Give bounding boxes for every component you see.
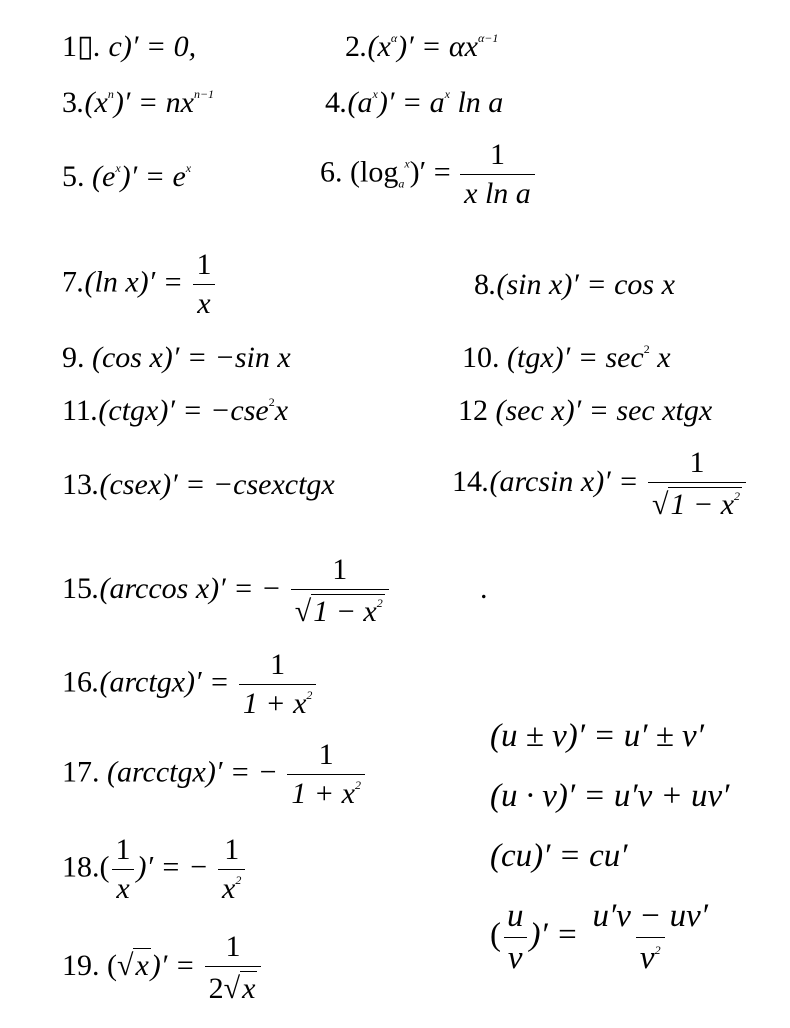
formula-number: 15	[62, 571, 92, 605]
formula-mid: )′ =	[409, 155, 451, 189]
formula-9	[62, 343, 291, 373]
radical-sign: √	[223, 972, 241, 1005]
superscript: α	[390, 31, 398, 45]
denominator: x	[112, 869, 133, 904]
formula-number: 17.	[62, 755, 100, 789]
formula-tail: x	[274, 394, 289, 427]
numerator: 1	[196, 248, 212, 281]
superscript: 2	[643, 342, 650, 356]
superscript: x	[444, 87, 450, 101]
numerator: 1	[689, 446, 705, 479]
stray-dot: .	[480, 572, 488, 605]
placeholder-glyph: ▯	[77, 30, 94, 63]
radical-sign: √	[294, 595, 312, 628]
formula-number: 5.	[62, 160, 85, 193]
fraction	[648, 448, 746, 520]
formula-lhs: .(a	[340, 86, 373, 119]
formula-lhs: (e	[84, 160, 116, 193]
rule-product: (u · v)′ = u′v + uv′	[490, 778, 730, 814]
formula-text: (sec x)′ = sec xtgx	[488, 394, 713, 427]
numerator: 1	[318, 738, 334, 771]
formula-number: 14	[452, 464, 482, 498]
formula-number: 3	[62, 86, 77, 119]
formula-number: 11	[62, 394, 91, 427]
formula-13	[62, 470, 335, 500]
numerator: 1	[489, 138, 505, 171]
formula-number: 13	[62, 468, 92, 501]
formula-number: 1	[62, 30, 77, 63]
inner-fraction	[112, 835, 135, 904]
open-paren: (	[490, 917, 501, 954]
fraction	[192, 250, 215, 319]
superscript: x	[185, 161, 192, 175]
superscript: x	[404, 156, 410, 171]
formula-text: (cos x)′ = −sin x	[84, 341, 291, 374]
formula-lhs: .(	[92, 850, 110, 884]
rule-quotient	[490, 900, 714, 975]
formula-1	[62, 32, 196, 62]
formula-number: 4	[325, 86, 340, 119]
formula-mid: )′ = nx	[113, 86, 194, 119]
superscript: 2	[654, 943, 661, 957]
fraction	[291, 555, 389, 627]
coefficient: 2	[208, 972, 224, 1005]
numerator: u′v − uv′	[592, 898, 708, 934]
formula-number: 10.	[462, 341, 500, 374]
denominator	[287, 774, 365, 809]
inner-fraction	[503, 900, 528, 975]
superscript: 2	[734, 489, 741, 503]
radical-sign: √	[117, 948, 134, 982]
superscript: 2	[235, 873, 242, 887]
formula-10	[462, 343, 671, 373]
formula-lhs: .(arccos x)′ = −	[92, 571, 282, 605]
numerator: 1	[115, 833, 131, 866]
rule-sum: (u ± v)′ = u′ ± v′	[490, 718, 704, 754]
superscript: 2	[306, 688, 313, 702]
superscript: 2	[376, 596, 383, 610]
formula-number: 7	[62, 265, 77, 299]
formula-number: 18	[62, 850, 92, 884]
radical-sign: √	[652, 488, 669, 521]
formula-16	[62, 650, 318, 719]
numerator: u	[507, 898, 524, 934]
fraction	[218, 835, 245, 904]
formula-7	[62, 250, 217, 319]
formula-tail: ln a	[449, 86, 504, 119]
formula-19	[62, 932, 263, 1004]
formula-mid: )′ = αx	[397, 30, 478, 63]
formula-mid: )′ = a	[377, 86, 445, 119]
formula-lhs: .(ln x)′ =	[77, 265, 183, 299]
formula-number: 16	[62, 665, 92, 699]
denominator: x ln a	[460, 174, 535, 209]
formula-5	[62, 162, 191, 192]
formula-3	[62, 88, 214, 118]
formula-lhs: .(arcsin x)′ =	[482, 464, 639, 498]
formula-text: .(sin x)′ = cos x	[489, 268, 675, 301]
denominator: x	[193, 284, 214, 319]
denominator-text: 1 + x	[242, 687, 307, 720]
formula-lhs: .(x	[77, 86, 108, 119]
formula-number: 9.	[62, 341, 85, 374]
formula-lhs: .(x	[360, 30, 391, 63]
formula-lhs: .(ctgx)′ = −cse	[90, 394, 269, 427]
numerator: 1	[332, 553, 348, 586]
superscript: x	[115, 161, 121, 175]
sqrt	[224, 971, 258, 1004]
formula-number: 2	[345, 30, 360, 63]
fraction	[287, 740, 365, 809]
formula-11	[62, 396, 288, 426]
denominator	[218, 869, 245, 904]
radicand: 1 − x	[670, 488, 735, 521]
superscript: 2	[268, 395, 275, 409]
formula-lhs: (arcctgx)′ = −	[99, 755, 278, 789]
superscript: x	[372, 87, 378, 101]
superscript: 2	[354, 778, 361, 792]
formula-8	[474, 270, 675, 300]
denominator	[648, 482, 746, 520]
close-paren: )′ =	[529, 917, 579, 954]
denominator	[291, 589, 389, 627]
formula-12	[458, 396, 712, 426]
formula-14	[452, 448, 748, 520]
fraction	[588, 900, 712, 975]
denominator: v	[504, 937, 527, 975]
fraction	[239, 650, 317, 719]
formula-lhs: (	[99, 948, 117, 982]
formula-number: 19.	[62, 948, 100, 982]
formula-17	[62, 740, 367, 809]
denominator-text: 1 + x	[291, 777, 355, 810]
formula-mid: )′ = −	[136, 850, 209, 884]
formula-2	[345, 32, 498, 62]
denominator	[239, 684, 317, 719]
formula-number: 6.	[320, 155, 343, 189]
sqrt	[295, 594, 385, 627]
sqrt	[652, 487, 742, 520]
numerator: 1	[224, 833, 240, 866]
formula-text: .(csex)′ = −csexctgx	[92, 468, 335, 501]
fraction	[460, 140, 535, 209]
superscript: n−1	[193, 87, 215, 101]
numerator: 1	[225, 930, 241, 963]
formula-mid: )′ = e	[120, 160, 186, 193]
numerator: 1	[270, 648, 286, 681]
denominator-text: x	[222, 872, 236, 905]
formula-6	[320, 140, 537, 209]
formula-lhs: (tgx)′ = sec	[499, 341, 644, 374]
formula-18	[62, 835, 247, 904]
subscript: a	[398, 176, 405, 191]
denominator	[636, 937, 665, 975]
formula-4	[325, 88, 503, 118]
formula-lhs: .(arctgx)′ =	[92, 665, 230, 699]
denominator	[205, 966, 262, 1004]
superscript: α−1	[477, 31, 499, 45]
formula-number: 12	[458, 394, 488, 427]
formula-lhs: (log	[342, 155, 399, 189]
formula-tail: x	[649, 341, 671, 374]
formula-text: . c)′ = 0,	[93, 30, 197, 63]
radicand: x	[242, 972, 256, 1005]
sqrt	[117, 948, 151, 981]
radicand: x	[135, 948, 149, 982]
rule-constant: (cu)′ = cu′	[490, 838, 628, 874]
formula-mid: )′ =	[150, 948, 196, 982]
fraction	[205, 932, 262, 1004]
radicand: 1 − x	[313, 595, 377, 628]
superscript: n	[107, 87, 114, 101]
denominator-text: v	[639, 940, 655, 976]
formula-number: 8	[474, 268, 489, 301]
formula-15	[62, 555, 391, 627]
